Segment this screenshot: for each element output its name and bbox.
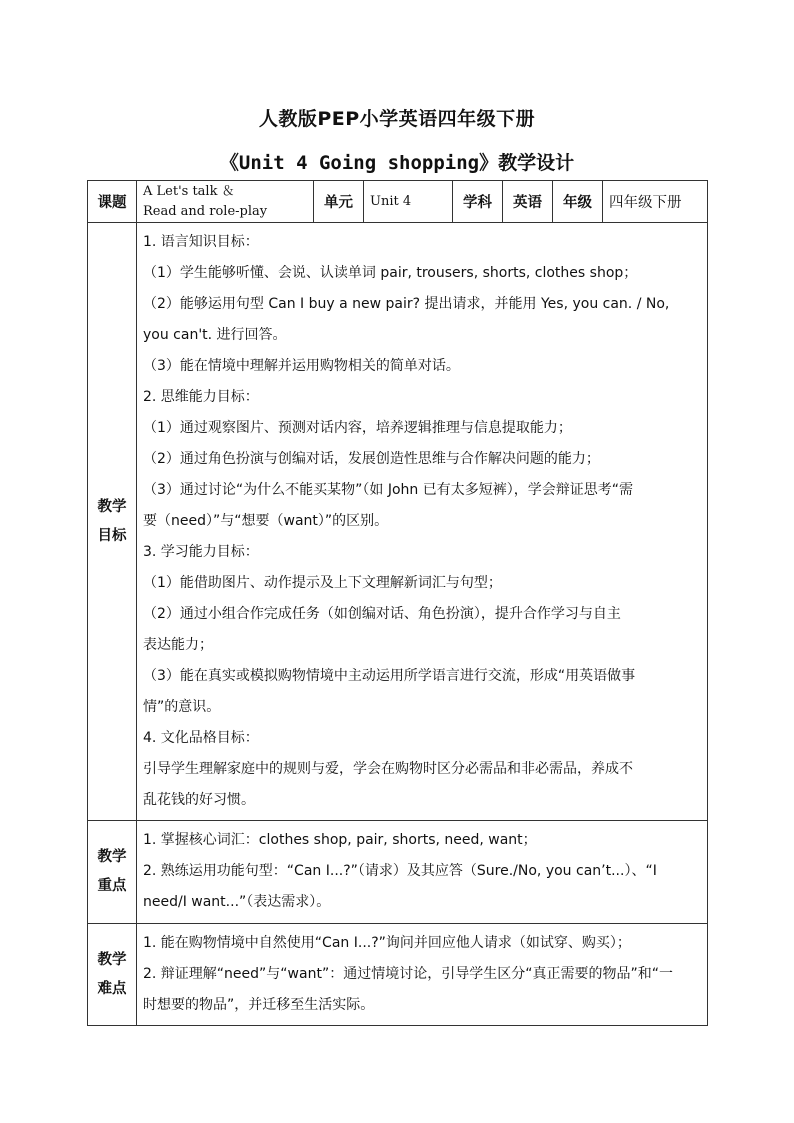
difficult-points-label [88,924,137,1026]
header-row [88,181,708,223]
key-point-line: 2. 熟练运用功能句型：“Can I...?”（请求）及其应答（Sure./No, you can’t...）、“I [143,863,657,879]
difficult-points-row [88,924,708,1026]
difficult-points-label-line2: 难点 [97,980,127,997]
topic-label: 课题 [88,181,137,223]
subject-value: 英语 [503,181,553,223]
objectives-label-line1: 教学 [97,498,127,515]
objective-line: you can't. 进行回答。 [143,327,287,343]
difficult-point-line: 2. 辩证理解“need”与“want”：通过情境讨论，引导学生区分“真正需要的物品”和“一 [143,966,673,982]
topic-value [137,181,314,223]
objective-line: （1）学生能够听懂、会说、认读单词 pair, trousers, shorts, clothes shop； [143,265,638,281]
objective-line: （3）能在真实或模拟购物情境中主动运用所学语言进行交流，形成“用英语做事 [143,668,636,684]
subject-label: 学科 [453,181,503,223]
objectives-label [88,223,137,821]
objective-line: （2）通过小组合作完成任务（如创编对话、角色扮演），提升合作学习与自主 [143,606,621,622]
objective-line: 情”的意识。 [143,699,221,715]
objectives-content [137,223,708,821]
key-points-label-line2: 重点 [97,878,127,894]
objective-line: 表达能力； [143,637,213,653]
objective-line: （3）通过讨论“为什么不能买某物”（如 John 已有太多短裤），学会辩证思考“需 [143,482,634,498]
key-points-content [137,821,708,924]
key-points-label [88,821,137,924]
document-title: 人教版PEP小学英语四年级下册 [258,108,536,130]
objective-line: 3. 学习能力目标： [143,544,259,560]
unit-label: 单元 [314,181,364,223]
document-subtitle: 《Unit 4 Going shopping》教学设计 [219,152,575,174]
objective-line: 4. 文化品格目标： [143,730,259,746]
grade-value: 四年级下册 [603,181,708,223]
key-points-label-line1: 教学 [97,849,127,865]
objective-line: （2）能够运用句型 Can I buy a new pair? 提出请求，并能用 Yes, you can. / No, [143,296,670,312]
key-point-line: need/I want...”（表达需求）。 [143,894,331,910]
objective-line: 2. 思维能力目标： [143,389,259,405]
topic-value-line1: A Let's talk ＆ [143,183,235,199]
objective-line: （3）能在情境中理解并运用购物相关的简单对话。 [143,358,460,374]
objective-line: （1）能借助图片、动作提示及上下文理解新词汇与句型； [143,575,502,591]
objectives-label-line2: 目标 [97,527,127,544]
difficult-points-content [137,924,708,1026]
unit-value: Unit 4 [364,181,453,223]
objective-line: （2）通过角色扮演与创编对话，发展创造性思维与合作解决问题的能力； [143,451,600,467]
objective-line: 乱花钱的好习惯。 [143,792,255,808]
lesson-plan-table [87,180,708,1026]
difficult-point-line: 1. 能在购物情境中自然使用“Can I...?”询问并回应他人请求（如试穿、购买）； [143,935,631,951]
topic-value-line2: Read and role-play [143,203,268,219]
objective-line: 引导学生理解家庭中的规则与爱，学会在购物时区分必需品和非必需品，养成不 [143,761,633,777]
key-points-row [88,821,708,924]
grade-label: 年级 [553,181,603,223]
objectives-row [88,223,708,821]
difficult-point-line: 时想要的物品”，并迁移至生活实际。 [143,997,375,1013]
key-point-line: 1. 掌握核心词汇：clothes shop, pair, shorts, need, want； [143,832,537,848]
objective-line: 1. 语言知识目标： [143,234,259,250]
objective-line: 要（need）”与“想要（want）”的区别。 [143,513,389,529]
difficult-points-label-line1: 教学 [97,951,127,968]
objective-line: （1）通过观察图片、预测对话内容，培养逻辑推理与信息提取能力； [143,420,572,436]
